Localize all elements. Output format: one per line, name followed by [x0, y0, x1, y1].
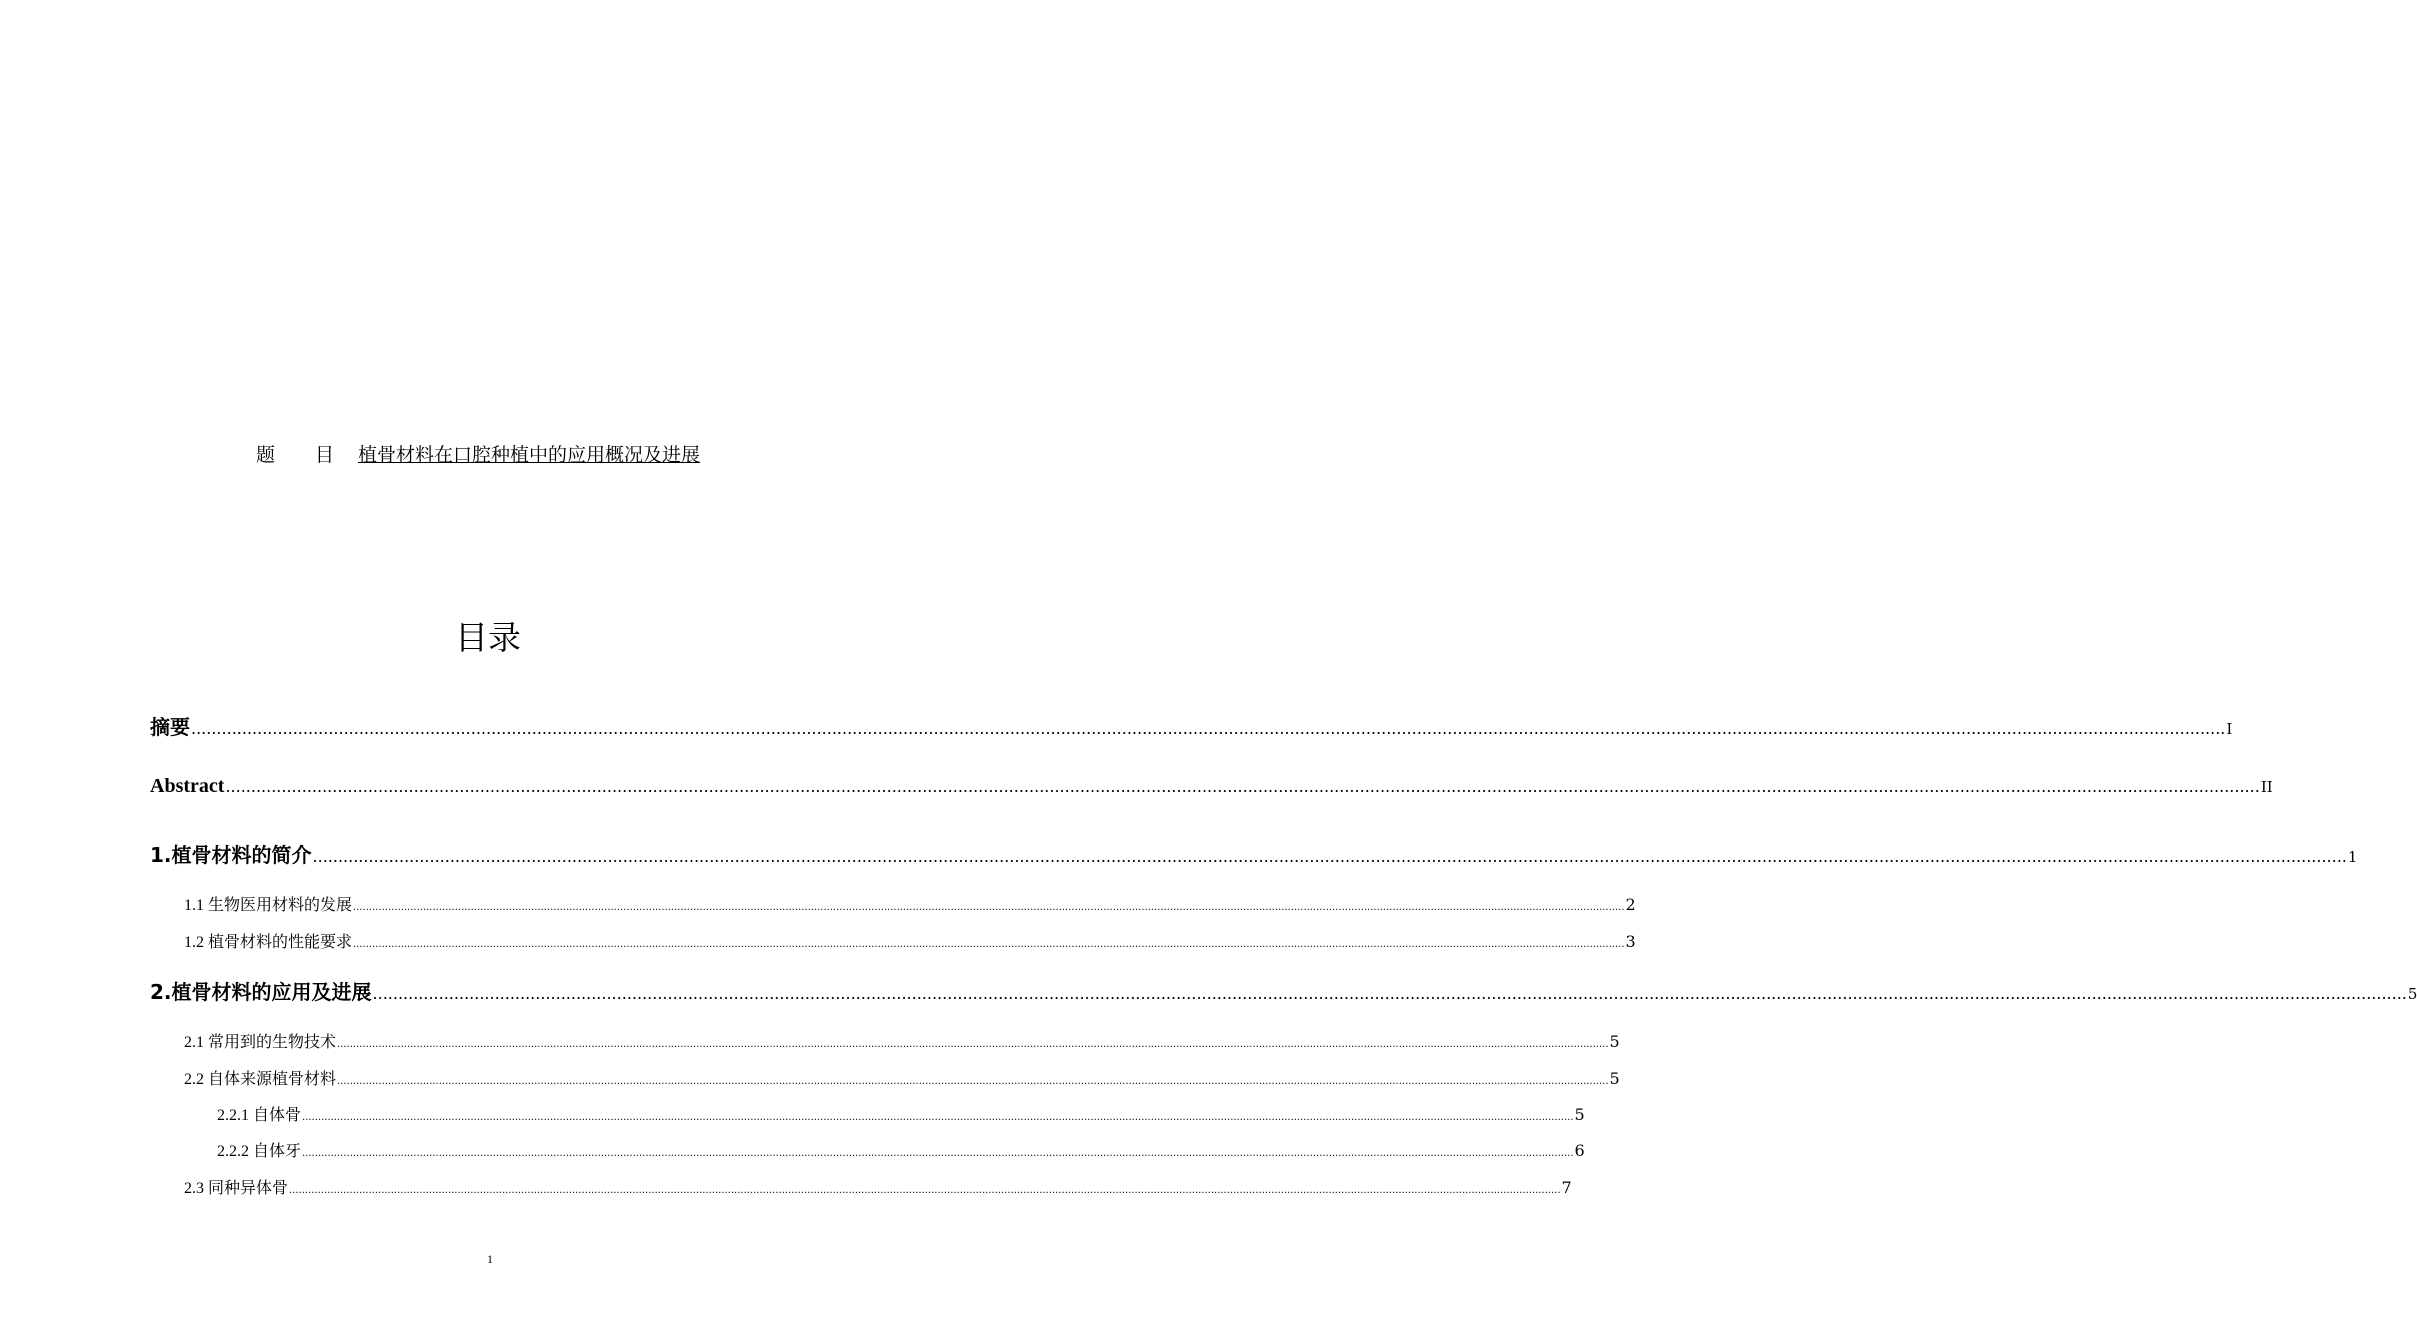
toc-leader: ................................................................................................................................................................................................................................................................................................................................................................................................................: [337, 1076, 1609, 1087]
toc-entry-text: 2.2.2 自体牙: [217, 1143, 302, 1160]
toc-entry-text: 1.2 植骨材料的性能要求: [184, 934, 353, 951]
thesis-title-line: [0, 440, 950, 467]
toc-leader: ................................................................................................................................................................................................................................................................................................................................................................................................................: [353, 939, 1625, 950]
toc-entry-text: 1.1 生物医用材料的发展: [184, 897, 353, 914]
toc-entry-abstract-en[interactable]: [150, 775, 2273, 798]
toc-entry-text: 2.1 常用到的生物技术: [184, 1034, 337, 1051]
toc-entry-1-2[interactable]: [184, 929, 1636, 952]
toc-entry-text: 1.植骨材料的简介: [150, 843, 312, 867]
toc-entry-page: 2: [1625, 895, 1636, 914]
toc-entry-page: 5: [1609, 1069, 1620, 1088]
toc-entry-page: 7: [1561, 1178, 1572, 1197]
toc-leader: ................................................................................................................................................................................................................................................................................................................................................................................................................: [225, 777, 2260, 796]
toc-entry-chapter-2[interactable]: [150, 976, 2417, 1005]
toc-entry-2-2-1[interactable]: [217, 1102, 1585, 1125]
toc-entry-text: 2.植骨材料的应用及进展: [150, 980, 372, 1004]
toc-entry-2-2[interactable]: [184, 1066, 1620, 1089]
toc-entry-text: 2.2 自体来源植骨材料: [184, 1071, 337, 1088]
toc-leader: ................................................................................................................................................................................................................................................................................................................................................................................................................: [312, 847, 2347, 866]
toc-leader: ................................................................................................................................................................................................................................................................................................................................................................................................................: [372, 984, 2407, 1003]
toc-entry-page: 6: [1574, 1141, 1585, 1160]
toc-leader: ................................................................................................................................................................................................................................................................................................................................................................................................................: [353, 902, 1625, 913]
toc-entry-text: 2.3 同种异体骨: [184, 1180, 289, 1197]
toc-entry-page: 1: [2347, 848, 2358, 866]
toc-leader: ................................................................................................................................................................................................................................................................................................................................................................................................................: [289, 1185, 1561, 1196]
toc-entry-text: 2.2.1 自体骨: [217, 1107, 302, 1124]
toc-entry-page: 3: [1625, 932, 1636, 951]
toc-heading: 目录: [455, 618, 521, 657]
toc-leader: ................................................................................................................................................................................................................................................................................................................................................................................................................: [337, 1039, 1609, 1050]
title-label-1: 题: [255, 444, 275, 466]
toc-entry-text: 摘要: [150, 715, 190, 739]
toc-entry-page: 5: [2407, 985, 2417, 1003]
toc-entry-text: Abstract: [150, 775, 225, 797]
toc-leader: ................................................................................................................................................................................................................................................................................................................................................................................................................: [302, 1112, 1574, 1123]
toc-entry-page: 5: [1609, 1032, 1620, 1051]
title-label-2: 目: [314, 444, 334, 466]
toc-entry-page: I: [2226, 720, 2233, 738]
toc-entry-1-1[interactable]: [184, 892, 1636, 915]
page-number: 1: [487, 1252, 493, 1266]
toc-entry-2-3[interactable]: [184, 1175, 1572, 1198]
toc-entry-2-2-2[interactable]: [217, 1138, 1585, 1161]
thesis-title: 植骨材料在口腔种植中的应用概况及进展: [358, 444, 701, 466]
toc-entry-2-1[interactable]: [184, 1029, 1620, 1052]
toc-entry-abstract-cn[interactable]: [150, 711, 2233, 740]
toc-leader: ................................................................................................................................................................................................................................................................................................................................................................................................................: [191, 719, 2226, 738]
toc-entry-chapter-1[interactable]: [150, 839, 2358, 868]
toc-entry-page: II: [2260, 778, 2273, 796]
toc-entry-page: 5: [1574, 1105, 1585, 1124]
toc-leader: ................................................................................................................................................................................................................................................................................................................................................................................................................: [302, 1148, 1574, 1159]
